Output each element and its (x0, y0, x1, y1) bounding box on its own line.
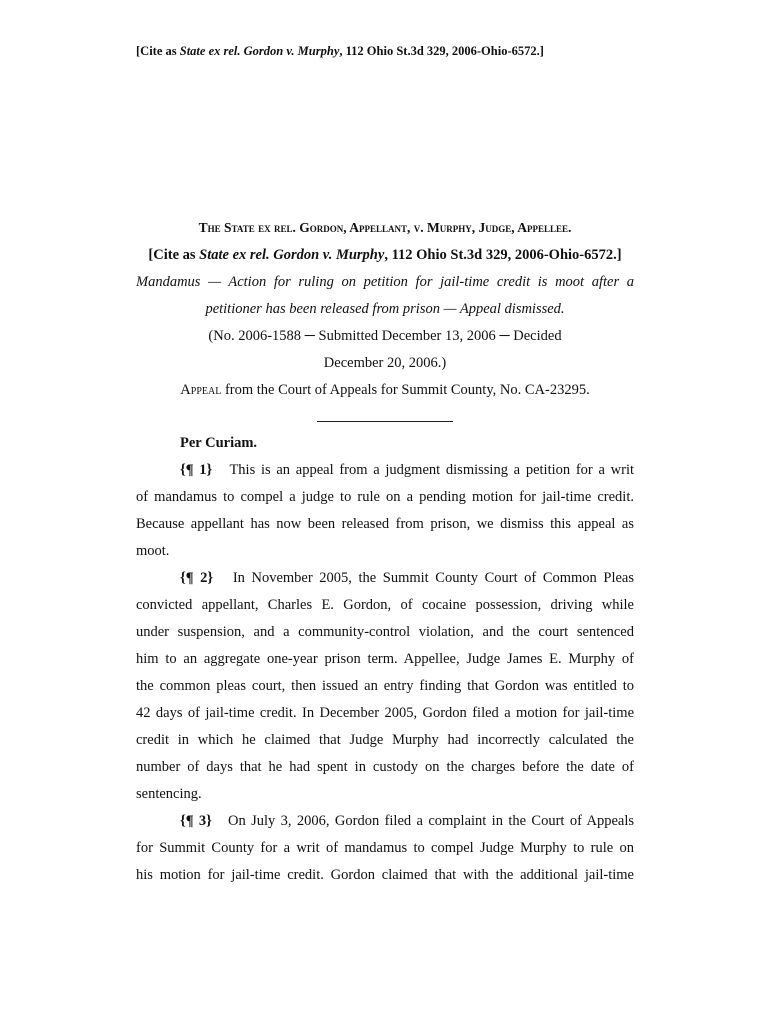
paragraph-2-line-8: number of days that he had spent in custody on the charges before the date of (136, 759, 634, 775)
paragraph-1-line-4: moot. (136, 543, 170, 559)
case-citation (136, 247, 634, 264)
paragraph-2-line-7: credit in which he claimed that Judge Murphy had incorrectly calculated the (136, 732, 634, 748)
case-dates-line-1: (No. 2006-1588 ─ Submitted December 13, 2006 ─ Decided (208, 328, 562, 344)
case-cite-name: State ex rel. Gordon v. Murphy (199, 247, 385, 263)
paragraph-2-line-5: the common pleas court, then issued an entry finding that Gordon was entitled to (136, 678, 634, 694)
paragraph-2-line-9: sentencing. (136, 786, 202, 802)
per-curiam-heading: Per Curiam. (180, 435, 258, 451)
paragraph-number: {¶ 2} (180, 570, 214, 586)
paragraph-text: On July 3, 2006, Gordon filed a complaint in the Court of Appeals (228, 813, 634, 829)
paragraph-2-line-2: convicted appellant, Charles E. Gordon, of cocaine possession, driving while (136, 597, 634, 613)
case-cite-suffix: , 112 Ohio St.3d 329, 2006-Ohio-6572.] (384, 247, 622, 263)
paragraph-3-line-3: his motion for jail-time credit. Gordon claimed that with the additional jail-time (136, 867, 634, 883)
paragraph-1-line-2: of mandamus to compel a judge to rule on a pending motion for jail-time credit. (136, 489, 634, 505)
case-cite-prefix: [Cite as (148, 247, 200, 263)
paragraph-1-line-3: Because appellant has now been released from prison, we dismiss this appeal as (136, 516, 634, 532)
running-cite-suffix: , 112 Ohio St.3d 329, 2006-Ohio-6572.] (339, 44, 544, 58)
paragraph-number: {¶ 3} (180, 813, 212, 829)
paragraph-2-line-4: him to an aggregate one-year prison term. Appellee, Judge James E. Murphy of (136, 651, 634, 667)
paragraph-2-line-3: under suspension, and a community-control violation, and the court sentenced (136, 624, 634, 640)
syllabus-line-2: petitioner has been released from prison — Appeal dismissed. (205, 301, 565, 317)
running-cite-prefix: [Cite as (136, 44, 180, 58)
paragraph-number: {¶ 1} (180, 462, 213, 478)
paragraph-text: In November 2005, the Summit County Court of Common Pleas (232, 570, 634, 586)
running-citation-header (136, 44, 544, 59)
appeal-line (136, 382, 634, 399)
paragraph-3-line-1 (180, 813, 634, 830)
case-dates-line-2: December 20, 2006.) (323, 355, 447, 371)
paragraph-text: This is an appeal from a judgment dismissing a petition for a writ (229, 462, 635, 478)
paragraph-2-line-1 (180, 570, 634, 587)
paragraph-2-line-6: 42 days of jail-time credit. In December 2005, Gordon filed a motion for jail-time (136, 705, 634, 721)
appeal-rest: from the Court of Appeals for Summit County, No. CA-23295. (221, 382, 590, 398)
appeal-lead: Appeal (180, 382, 222, 398)
paragraph-3-line-2: for Summit County for a writ of mandamus to compel Judge Murphy to rule on (136, 840, 634, 856)
case-caption-title: The State ex rel. Gordon, Appellant, v. Murphy, Judge, Appellee. (198, 220, 572, 235)
running-cite-case-name: State ex rel. Gordon v. Murphy (179, 44, 340, 58)
section-divider (317, 421, 453, 422)
paragraph-1-line-1 (180, 462, 634, 479)
syllabus-line-1: Mandamus — Action for ruling on petition for jail-time credit is moot after a (136, 274, 634, 290)
